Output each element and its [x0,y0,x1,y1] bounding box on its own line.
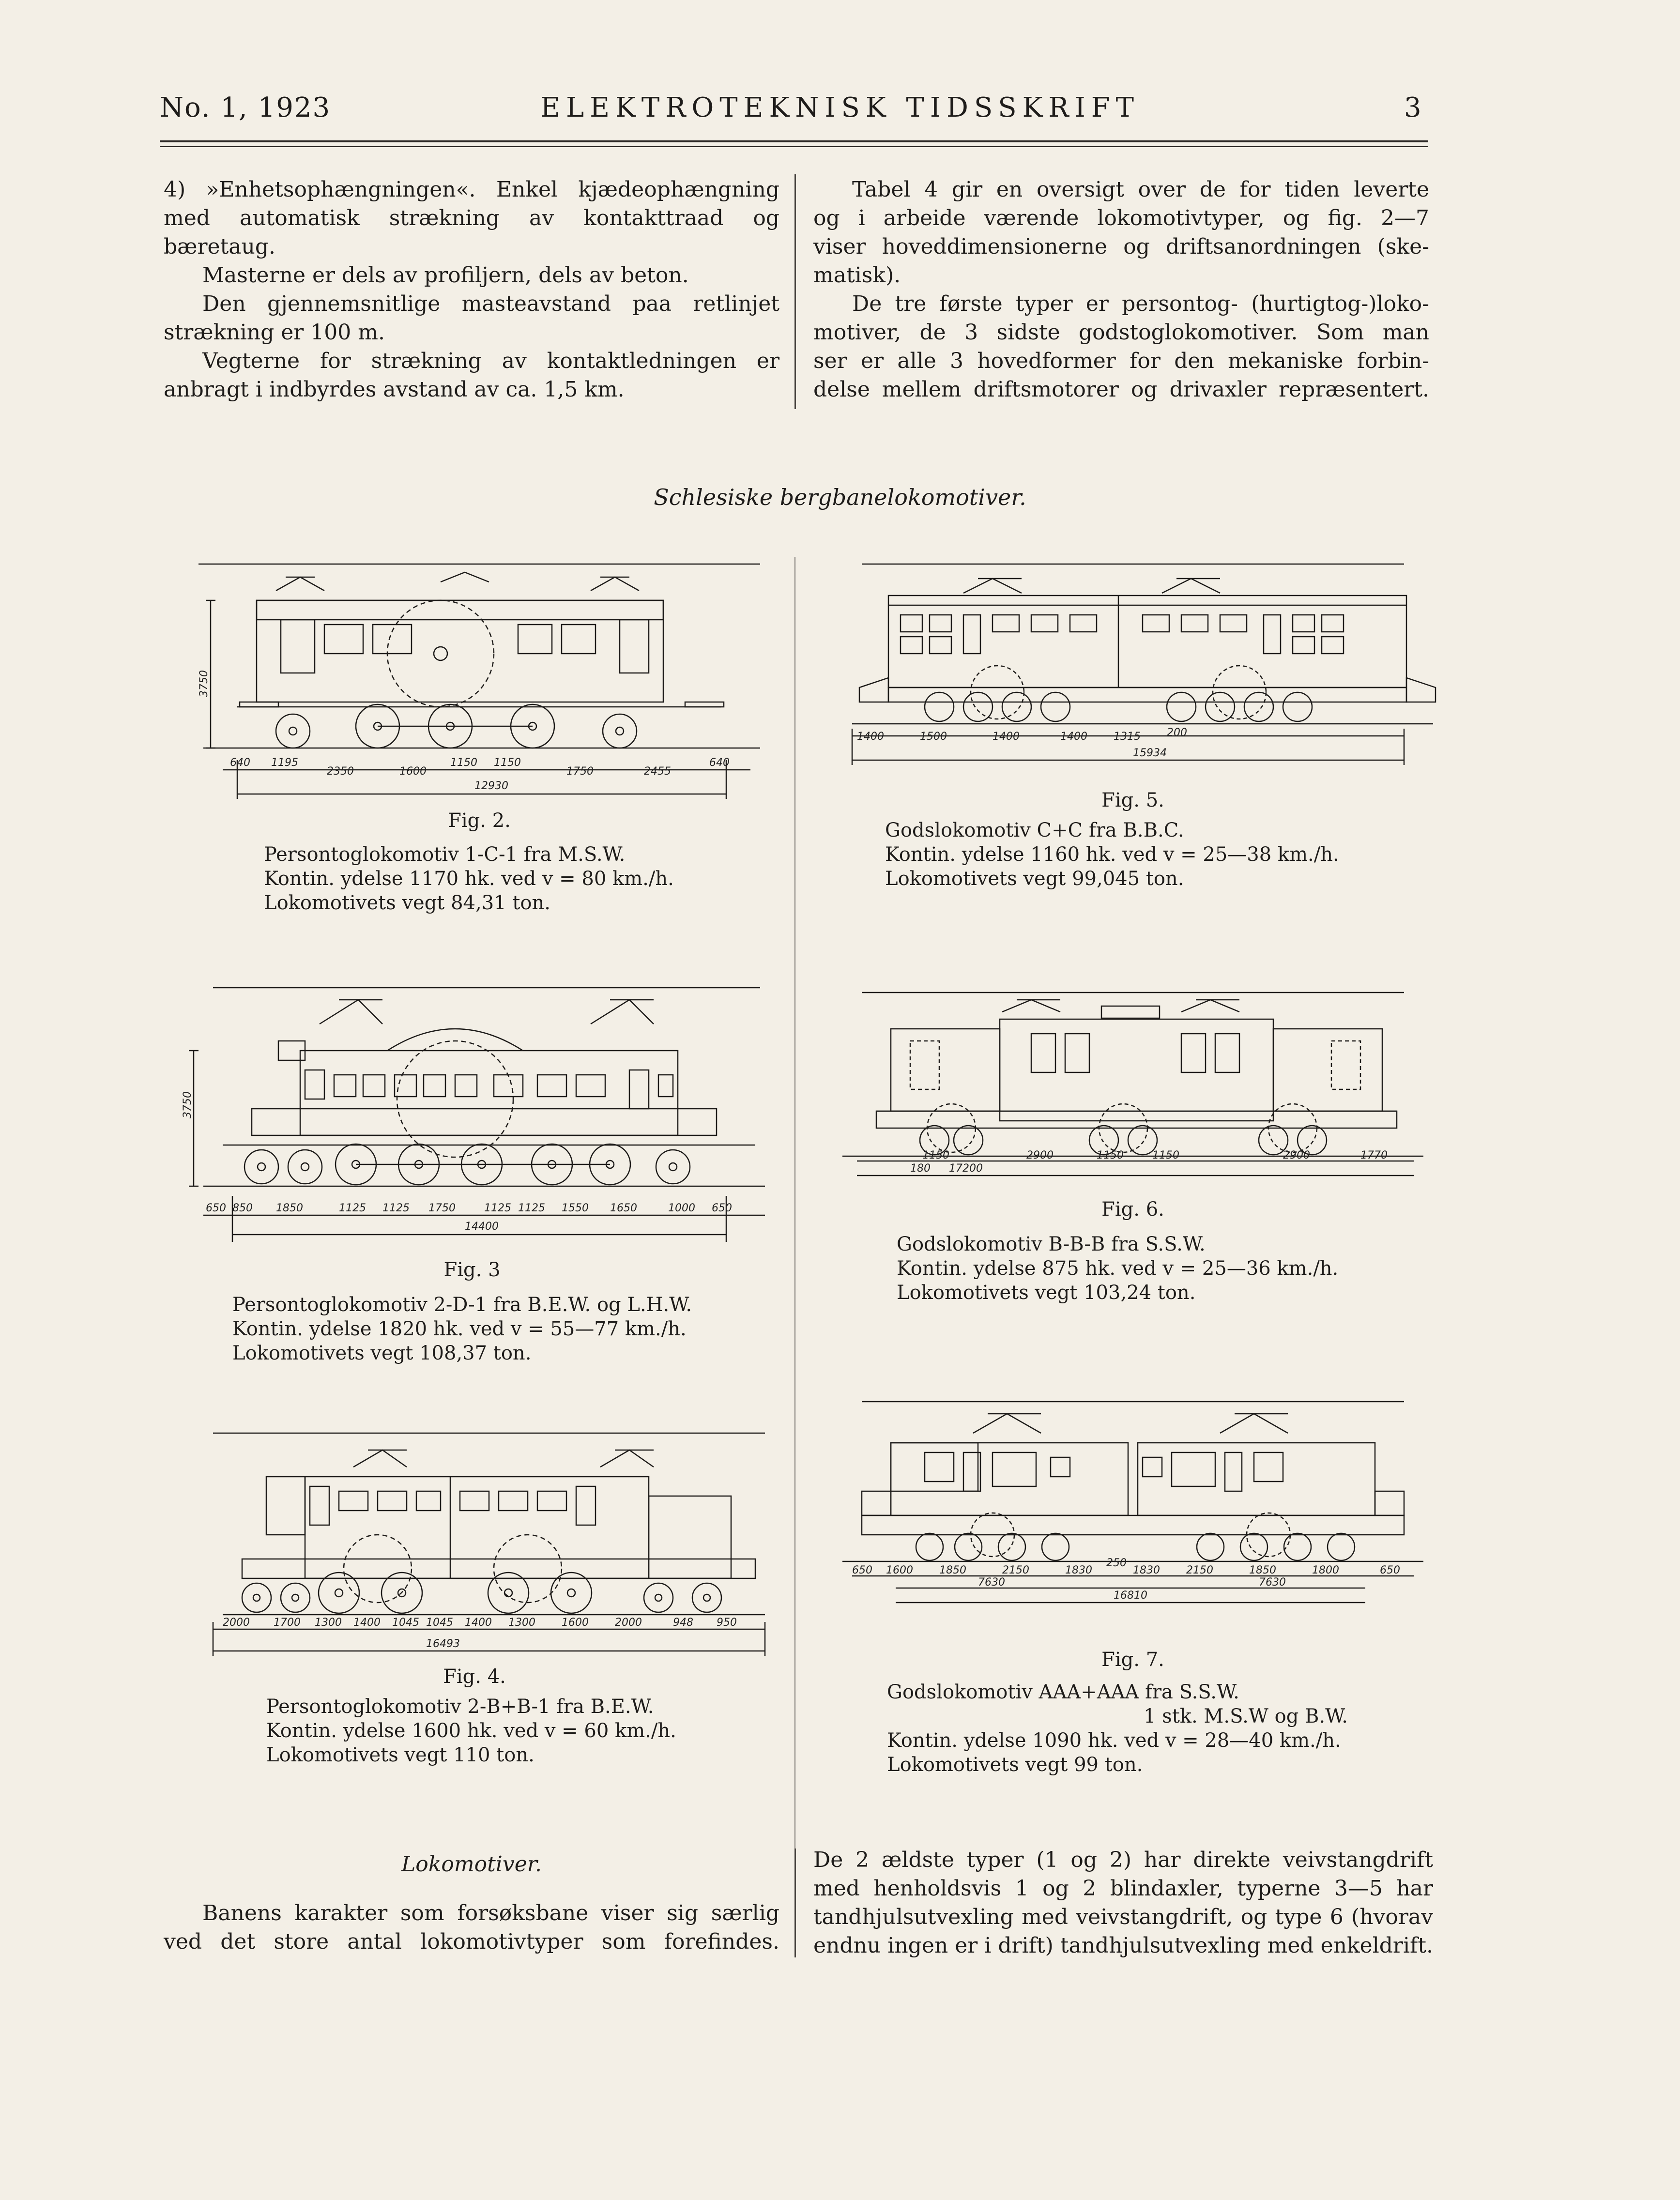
text-line: bæretaug. [164,234,275,259]
fig4-caption [266,1695,676,1767]
fig7-dim-mid: 7630 [978,1576,1005,1589]
fig2-drawing [194,557,765,809]
fig3-dim: 1550 [562,1202,589,1214]
caption-line: Lokomotivets vegt 103,24 ton. [897,1282,1196,1304]
caption-line: Lokomotivets vegt 99 ton. [887,1754,1143,1776]
fig4-dim: 1300 [508,1617,535,1629]
column-rule [794,174,796,409]
fig6-dim: 2900 [1026,1149,1054,1161]
caption-line: Godslokomotiv B-B-B fra S.S.W. [897,1233,1206,1255]
fig6-label: Fig. 6. [1101,1198,1164,1221]
fig4-dim: 1300 [315,1617,342,1629]
text-line: endnu ingen er i drift) tandhjulsutvexling med enkeldrift. [813,1933,1433,1958]
caption-line: Kontin. ydelse 1090 hk. ved v = 28—40 km./h. [887,1729,1341,1752]
fig4-dim: 2000 [615,1617,642,1629]
caption-line: Persontoglokomotiv 1-C-1 fra M.S.W. [264,843,626,866]
fig6-dim: 1150 [1097,1149,1124,1161]
fig3-dim: 1125 [339,1202,366,1214]
bottom-column-rule [794,1849,796,1957]
fig5-label: Fig. 5. [1101,789,1164,811]
fig7-dim-mid: 7630 [1259,1576,1286,1589]
fig5-dim: 1315 [1114,731,1141,743]
fig5-dims [857,727,1187,759]
fig3-caption [232,1293,692,1365]
fig4-dim: 950 [717,1617,737,1629]
fig2-dim: 2350 [327,765,354,778]
text-line: ser er alle 3 hovedformer for den mekaniske forbin- [813,349,1429,373]
text-line: strækning er 100 m. [164,320,385,345]
fig5-dim: 1400 [993,731,1020,743]
fig5-caption [885,818,1339,891]
fig2-height-dim: 3750 [198,670,210,697]
fig2-dim: 1195 [271,757,298,769]
fig5-drawing [833,552,1433,779]
fig2-dim: 640 [230,757,250,769]
fig6-dim-lower: 180 [910,1162,931,1175]
fig3-dim: 1000 [668,1202,695,1214]
fig3-dim: 650 [712,1202,732,1214]
fig5-dim: 1400 [857,731,884,743]
text-line: De 2 ældste typer (1 og 2) har direkte veivstangdrift [813,1848,1433,1872]
fig2-dim: 640 [709,757,730,769]
bottom-left-paragraph [164,1899,779,1956]
fig2-dims [230,757,730,792]
text-line: viser hoveddimensionerne og driftsanordningen (ske- [813,234,1429,259]
caption-line: Lokomotivets vegt 110 ton. [266,1744,535,1766]
fig7-dim: 1600 [886,1564,913,1576]
caption-line: Lokomotivets vegt 84,31 ton. [264,892,550,914]
fig4-dims [223,1617,737,1650]
fig5-total: 15934 [1133,747,1167,759]
text-line: delse mellem driftsmotorer og drivaxler repræsentert. [813,377,1429,402]
fig7-dim: 1830 [1133,1564,1160,1576]
fig3-dim: 650 [206,1202,226,1214]
figure-column-rule [794,557,795,1864]
fig4-dim: 1700 [274,1617,301,1629]
fig6-dim: 1150 [922,1149,949,1161]
fig2-total: 12930 [474,780,508,792]
fig3-drawing [174,978,770,1254]
fig4-dim: 1400 [353,1617,381,1629]
caption-line: Godslokomotiv AAA+AAA fra S.S.W. [887,1681,1239,1703]
fig7-label: Fig. 7. [1101,1649,1164,1671]
caption-line: Persontoglokomotiv 2-D-1 fra B.E.W. og L.H.W. [232,1294,692,1316]
fig5-dim: 1500 [920,731,947,743]
fig5-dim: 1400 [1060,731,1087,743]
fig4-dim: 2000 [223,1617,250,1629]
header-rule [160,140,1428,142]
fig2-caption [264,842,674,915]
fig2-dim: 1750 [566,765,594,778]
fig2-dim: 1150 [494,757,521,769]
text-line: anbragt i indbyrdes avstand av ca. 1,5 km. [164,377,625,402]
fig3-dim: 850 [232,1202,253,1214]
text-line: tandhjulsutvexling med veivstangdrift, og type 6 (hvorav [813,1905,1433,1929]
fig7-drawing [833,1394,1433,1622]
fig3-dim: 1125 [484,1202,511,1214]
fig3-label: Fig. 3 [443,1259,501,1281]
fig3-height-dim: 3750 [182,1091,194,1118]
top-right-paragraph [813,175,1429,404]
fig2-dim: 2455 [644,765,671,778]
caption-line: Kontin. ydelse 1600 hk. ved v = 60 km./h. [266,1720,676,1742]
fig5-dim: 200 [1167,727,1187,739]
text-line: motiver, de 3 sidste godstoglokomotiver. Som man [813,320,1429,345]
fig2-label: Fig. 2. [448,810,511,832]
fig3-dim: 1750 [428,1202,456,1214]
fig3-dim: 1125 [518,1202,545,1214]
text-line: og i arbeide værende lokomotivtyper, og fig. 2—7 [813,206,1429,230]
caption-line: 1 stk. M.S.W og B.W. [1144,1705,1348,1727]
journal-title: ELEKTROTEKNISK TIDSSKRIFT [540,92,1140,123]
fig4-dim: 1045 [392,1617,419,1629]
fig6-dim: 2900 [1283,1149,1310,1161]
text-line: Banens karakter som forsøksbane viser sig særlig [202,1901,779,1925]
caption-line: Kontin. ydelse 875 hk. ved v = 25—36 km./h. [897,1257,1339,1280]
fig6-dim-lower: 17200 [949,1162,983,1175]
text-line: 4) »Enhetsophængningen«. Enkel kjædeophængning [164,177,779,202]
fig7-dims [852,1557,1400,1602]
caption-line: Kontin. ydelse 1820 hk. ved v = 55—77 km./h. [232,1318,687,1340]
fig6-drawing [833,983,1433,1191]
fig7-dim: 1830 [1065,1564,1092,1576]
fig6-caption [897,1232,1338,1305]
fig4-drawing [194,1423,775,1661]
caption-line: Lokomotivets vegt 108,37 ton. [232,1342,532,1364]
fig4-dim: 948 [673,1617,693,1629]
fig7-dim: 250 [1106,1557,1127,1569]
caption-line: Kontin. ydelse 1160 hk. ved v = 25—38 km./h. [885,843,1339,866]
page-number: 3 [1404,92,1422,123]
text-line: med automatisk strækning av kontakttraad og [164,206,779,230]
text-line: ved det store antal lokomotivtyper som forefindes. [164,1929,779,1954]
fig3-total: 14400 [465,1221,499,1233]
caption-line: Persontoglokomotiv 2-B+B-1 fra B.E.W. [266,1696,654,1718]
fig4-dim: 1600 [562,1617,589,1629]
text-line: De tre første typer er persontog- (hurtigtog-)loko- [852,291,1429,316]
fig6-dim: 1770 [1360,1149,1388,1161]
text-line: Vegterne for strækning av kontaktledningen er [202,349,779,373]
fig3-dim: 1125 [382,1202,410,1214]
text-line: matisk). [813,263,901,288]
issue-label: No. 1, 1923 [160,92,331,123]
text-line: med henholdsvis 1 og 2 blindaxler, typerne 3—5 har [813,1876,1433,1901]
fig7-dim: 650 [852,1564,872,1576]
text-line: Den gjennemsnitlige masteavstand paa retlinjet [202,291,779,316]
fig7-caption [887,1680,1371,1777]
top-left-paragraph [164,175,779,404]
fig7-dim: 1850 [1249,1564,1276,1576]
text-line: Tabel 4 gir en oversigt over de for tiden leverte [852,177,1429,202]
section-title: Schlesiske bergbanelokomotiver. [654,484,1026,510]
fig6-dim: 1150 [1152,1149,1179,1161]
fig3-dims [206,1202,732,1233]
fig4-label: Fig. 4. [443,1665,506,1688]
fig7-dim: 1850 [939,1564,966,1576]
fig3-dim: 1650 [610,1202,637,1214]
header-rule-thin [160,146,1428,147]
fig7-dim: 2150 [1002,1564,1029,1576]
fig4-dim: 1045 [426,1617,453,1629]
text-line: Masterne er dels av profiljern, dels av beton. [202,263,689,288]
bottom-right-paragraph [813,1846,1433,1960]
fig3-dim: 1850 [276,1202,303,1214]
fig7-dim: 2150 [1186,1564,1213,1576]
caption-line: Kontin. ydelse 1170 hk. ved v = 80 km./h. [264,868,674,890]
fig7-total: 16810 [1114,1589,1147,1602]
fig2-dim: 1150 [450,757,477,769]
fig4-dim: 1400 [465,1617,492,1629]
fig2-dim: 1600 [399,765,427,778]
fig7-dim: 650 [1380,1564,1400,1576]
caption-line: Godslokomotiv C+C fra B.B.C. [885,819,1184,841]
caption-line: Lokomotivets vegt 99,045 ton. [885,868,1184,890]
bottom-left-heading: Lokomotiver. [401,1852,542,1877]
fig7-dim: 1800 [1312,1564,1339,1576]
fig4-total: 16493 [426,1638,460,1650]
